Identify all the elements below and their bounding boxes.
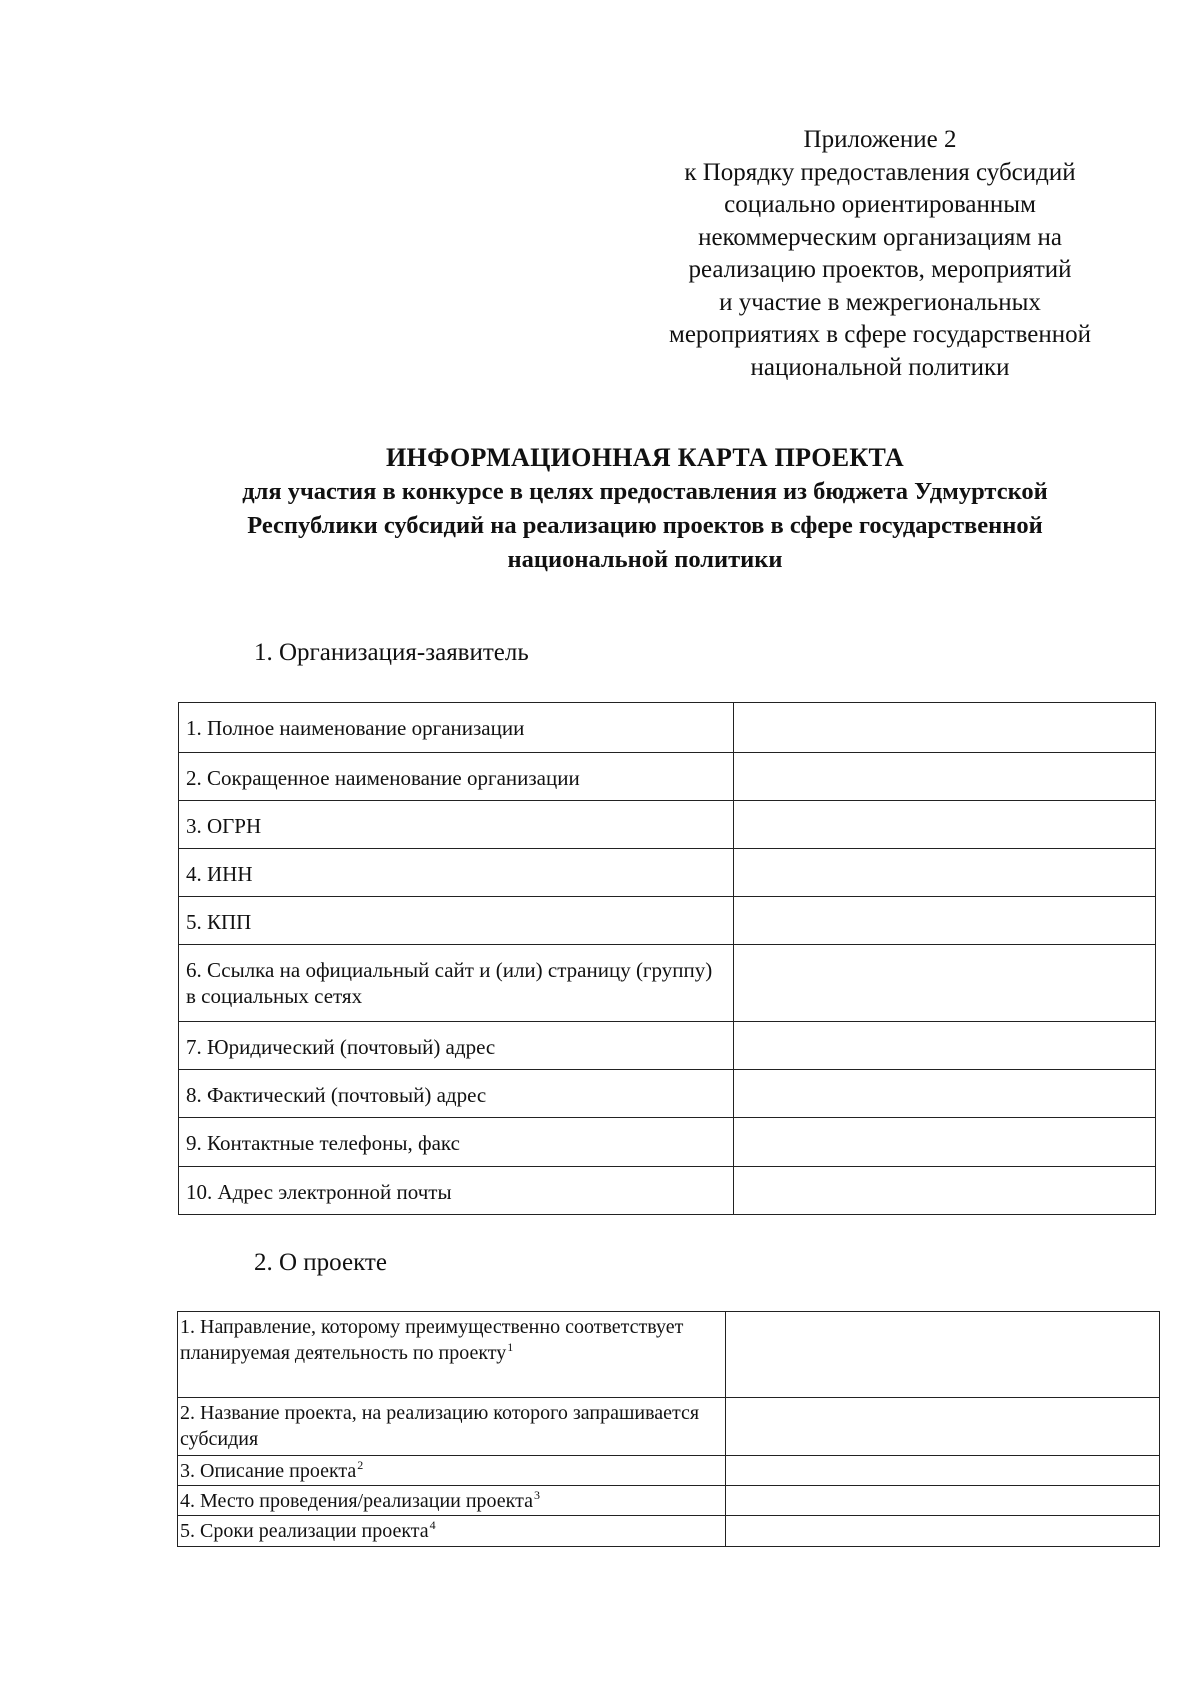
document-title bbox=[150, 441, 1140, 577]
value-field[interactable] bbox=[734, 753, 1156, 801]
row-label: 3. Описание проекта bbox=[180, 1460, 357, 1482]
appendix-header bbox=[640, 124, 1120, 384]
appendix-line: социально ориентированным bbox=[724, 191, 1036, 218]
row-label: 3. ОГРН bbox=[179, 801, 734, 849]
table-row bbox=[179, 1118, 1156, 1167]
table-row bbox=[178, 1486, 1160, 1516]
table-row bbox=[178, 1456, 1160, 1486]
table-row bbox=[179, 849, 1156, 897]
section1-heading: 1. Организация-заявитель bbox=[254, 639, 529, 666]
value-field[interactable] bbox=[734, 849, 1156, 897]
footnote-marker: 2 bbox=[357, 1458, 364, 1472]
appendix-line: реализацию проектов, мероприятий bbox=[688, 256, 1072, 283]
title-sub-line: Республики субсидий на реализацию проектов в сфере государственной bbox=[247, 512, 1043, 539]
value-field[interactable] bbox=[734, 1118, 1156, 1167]
appendix-line: некоммерческим организациям на bbox=[698, 223, 1062, 251]
value-field[interactable] bbox=[725, 1398, 1159, 1456]
row-label: 6. Ссылка на официальный сайт и (или) страницу (группу) в социальных сетях bbox=[179, 945, 734, 1022]
title-sub-line: национальной политики bbox=[507, 546, 783, 573]
table-row bbox=[179, 1070, 1156, 1118]
value-field[interactable] bbox=[734, 945, 1156, 1022]
section2-heading: 2. О проекте bbox=[254, 1249, 387, 1276]
footnote-marker: 3 bbox=[534, 1488, 540, 1502]
value-field[interactable] bbox=[725, 1486, 1159, 1516]
value-field[interactable] bbox=[725, 1456, 1159, 1486]
title-main: ИНФОРМАЦИОННАЯ КАРТА ПРОЕКТА bbox=[386, 443, 904, 472]
table-row bbox=[179, 801, 1156, 849]
value-field[interactable] bbox=[734, 1167, 1156, 1215]
table-row bbox=[179, 945, 1156, 1022]
row-label: 10. Адрес электронной почты bbox=[179, 1167, 734, 1215]
row-label: 8. Фактический (почтовый) адрес bbox=[179, 1070, 734, 1118]
row-label: 4. ИНН bbox=[179, 849, 734, 897]
row-label: 1. Полное наименование организации bbox=[179, 703, 734, 753]
row-label-cell bbox=[178, 1516, 726, 1547]
project-table bbox=[177, 1311, 1160, 1547]
title-sub-line: для участия в конкурсе в целях предоставления из бюджета Удмуртской bbox=[242, 478, 1048, 505]
value-field[interactable] bbox=[725, 1516, 1159, 1547]
title-subtitle bbox=[150, 475, 1140, 577]
row-label: 4. Место проведения/реализации проекта bbox=[180, 1490, 533, 1512]
value-field[interactable] bbox=[734, 703, 1156, 753]
row-label: 2. Сокращенное наименование организации bbox=[179, 753, 734, 801]
appendix-line: к Порядку предоставления субсидий bbox=[684, 158, 1076, 186]
row-label-cell bbox=[178, 1486, 726, 1516]
row-label-cell bbox=[178, 1312, 726, 1398]
footnote-marker: 1 bbox=[507, 1340, 514, 1354]
value-field[interactable] bbox=[725, 1312, 1159, 1398]
row-label: 5. КПП bbox=[179, 897, 734, 945]
appendix-line: национальной политики bbox=[750, 353, 1010, 381]
row-label-cell bbox=[178, 1456, 726, 1486]
row-label: 1. Направление, которому преимущественно соответствует планируемая деятельность по проекту bbox=[180, 1316, 684, 1364]
footnote-marker: 4 bbox=[429, 1518, 436, 1532]
table-row bbox=[179, 753, 1156, 801]
row-label-cell bbox=[178, 1398, 726, 1456]
organization-table bbox=[178, 702, 1156, 1215]
table-row bbox=[178, 1312, 1160, 1398]
value-field[interactable] bbox=[734, 801, 1156, 849]
row-label: 7. Юридический (почтовый) адрес bbox=[179, 1022, 734, 1070]
row-label: 5. Сроки реализации проекта bbox=[180, 1520, 429, 1542]
table-row bbox=[179, 897, 1156, 945]
appendix-line: и участие в межрегиональных bbox=[719, 288, 1041, 316]
table-row bbox=[179, 703, 1156, 753]
value-field[interactable] bbox=[734, 1022, 1156, 1070]
table-row bbox=[179, 1022, 1156, 1070]
value-field[interactable] bbox=[734, 1070, 1156, 1118]
appendix-line: мероприятиях в сфере государственной bbox=[669, 321, 1091, 348]
row-label: 2. Название проекта, на реализацию которого запрашивается субсидия bbox=[180, 1402, 700, 1450]
appendix-line: Приложение 2 bbox=[803, 126, 957, 153]
row-label: 9. Контактные телефоны, факс bbox=[179, 1118, 734, 1167]
table-row bbox=[178, 1398, 1160, 1456]
table-row bbox=[179, 1167, 1156, 1215]
table-row bbox=[178, 1516, 1160, 1547]
value-field[interactable] bbox=[734, 897, 1156, 945]
